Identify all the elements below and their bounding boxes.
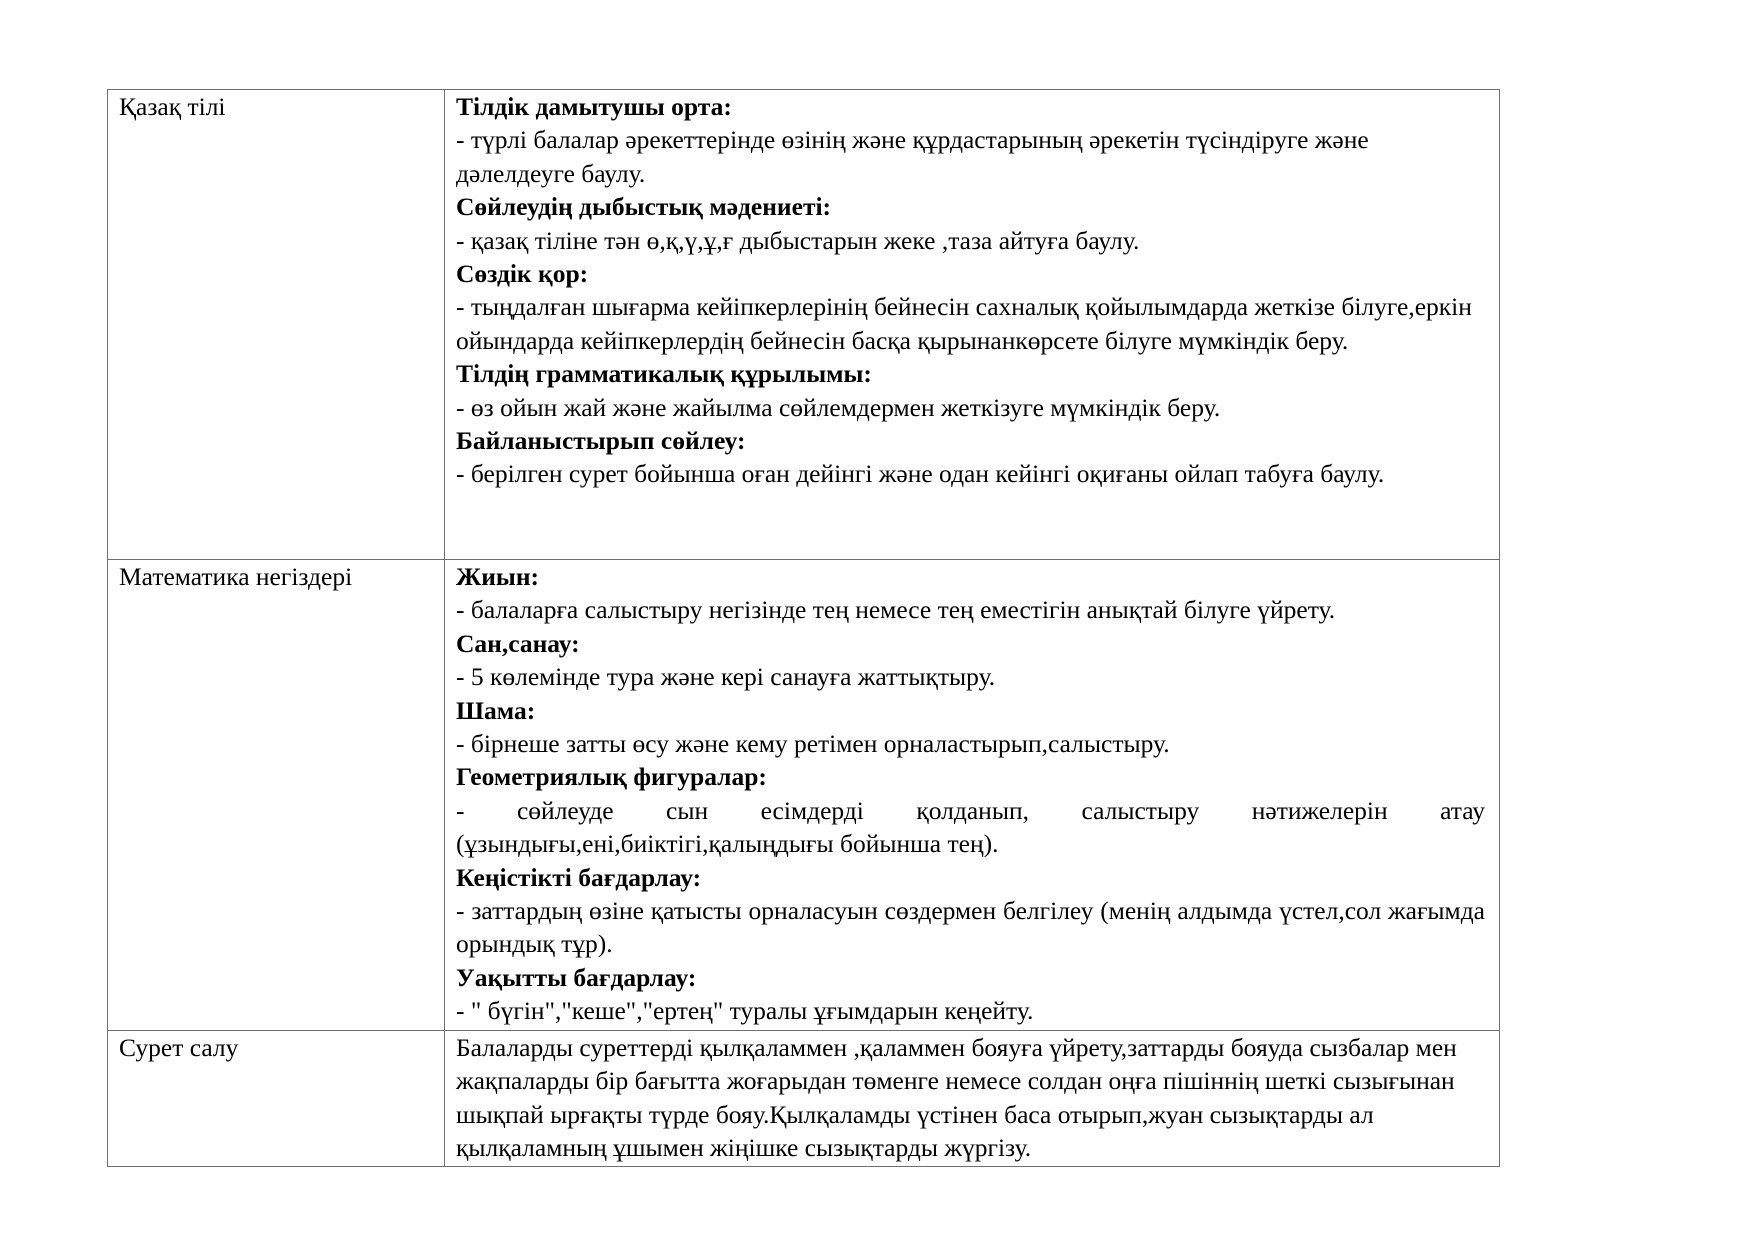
section-text: - " бүгін","кеше","ертең" туралы ұғымдарын кеңейту. xyxy=(456,996,1034,1026)
content-cell xyxy=(445,90,1500,560)
section-text: - заттардың өзіне қатысты орналасуын сөздермен белгілеу (менің алдымда үстел,сол жағымда орындық тұр). xyxy=(456,896,1485,959)
section-heading: Тілдік дамытушы орта: xyxy=(456,92,732,121)
section-heading: Уақытты бағдарлау: xyxy=(456,962,697,992)
table-row xyxy=(108,560,1500,1031)
section-text: - берілген сурет бойынша оған дейінгі және одан кейінгі оқиғаны ойлап табуға баулу. xyxy=(456,459,1385,489)
table-row xyxy=(108,90,1500,560)
section-text: - түрлі балалар әрекеттерінде өзінің және құрдастарының әрекетін түсіндіруге және дәлелдеуге баулу. xyxy=(456,125,1369,188)
section-text: - балаларға салыстыру негізінде тең немесе тең еместігін анықтай білуге үйрету. xyxy=(456,595,1336,625)
section-heading: Сөздік қор: xyxy=(456,259,589,289)
section-heading: Жиын: xyxy=(456,562,539,591)
curriculum-table xyxy=(107,89,1500,1167)
table-row xyxy=(108,1031,1500,1167)
subject-label: Математика негіздері xyxy=(119,562,353,591)
section-heading: Тілдің грамматикалық құрылымы: xyxy=(456,359,872,389)
section-text: Балаларды суреттерді қылқаламмен ,қаламмен бояуға үйрету,заттарды бояуда сызбалар мен жақпаларды бір бағытта жоғарыдан төменге немесе солдан оңға пішіннің шеткі сызығынан шықпай ырғақты түрде бояу.Қылқаламды үстінен баса отырып,жуан сызықтарды ал қылқаламның ұшымен жіңішке сызықтарды жүргізу. xyxy=(456,1033,1457,1163)
content-cell xyxy=(445,1031,1500,1167)
section-text: - тыңдалған шығарма кейіпкерлерінің бейнесін сахналық қойылымдарда жеткізе білуге,еркін ойындарда кейіпкерлердің бейнесін басқа қырынанкөрсете білуге мүмкіндік беру. xyxy=(456,292,1472,355)
section-heading: Геометриялық фигуралар: xyxy=(456,762,767,792)
content-cell xyxy=(445,560,1500,1031)
subject-label: Қазақ тілі xyxy=(119,92,226,121)
subject-label: Сурет салу xyxy=(119,1033,239,1062)
section-heading: Кеңістікті бағдарлау: xyxy=(456,862,702,892)
section-text: - қазақ тіліне тән ө,қ,ү,ұ,ғ дыбыстарын жеке ,таза айтуға баулу. xyxy=(456,225,1140,255)
section-heading: Сөйлеудің дыбыстық мәдениеті: xyxy=(456,192,832,222)
subject-cell xyxy=(108,560,445,1031)
section-text: - өз ойын жай және жайылма сөйлемдермен жеткізуге мүмкіндік беру. xyxy=(456,392,1221,422)
section-text: - бірнеше затты өсу және кему ретімен орналастырып,салыстыру. xyxy=(456,729,1170,759)
subject-cell xyxy=(108,1031,445,1167)
subject-cell xyxy=(108,90,445,560)
section-text: - 5 көлемінде тура және кері санауға жаттықтыру. xyxy=(456,662,996,692)
section-heading: Сан,санау: xyxy=(456,628,580,658)
section-text: - сөйлеуде сын есімдерді қолданып, салыстыру нәтижелерін атау (ұзындығы,ені,биіктігі,қалыңдығы бойынша тең). xyxy=(456,795,1485,859)
section-heading: Шама: xyxy=(456,695,536,725)
section-heading: Байланыстырып сөйлеу: xyxy=(456,426,746,456)
